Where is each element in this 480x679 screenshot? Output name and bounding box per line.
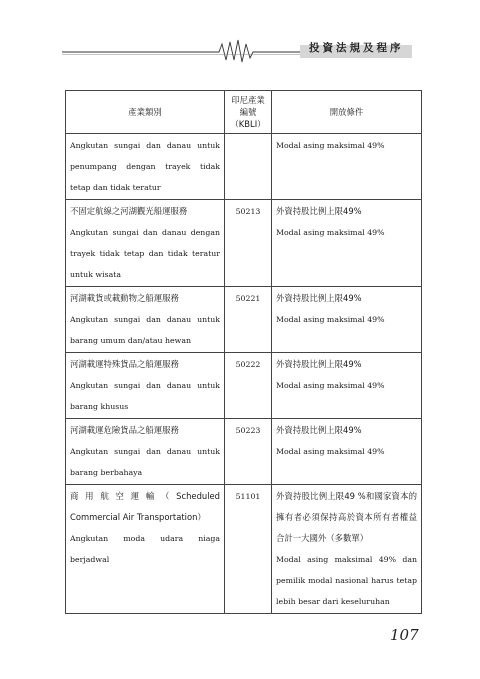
cell-category: 商用航空運輸（Scheduled Commercial Air Transportation） Angkutan moda udara niaga berjadwal (66, 485, 225, 614)
cell-conditions: 外資持股比例上限49 %和國家資本的擁有者必須保持高於資本所有者權益合計一大國外（多數單） Modal asing maksimal 49% dan pemilik modal nasional harus tetap lebih besar dari keseluruhan (272, 485, 422, 614)
table-row (66, 134, 422, 200)
cell-category: 河湖載運特殊貨品之船運服務 Angkutan sungai dan danau untuk barang khusus (66, 353, 225, 419)
cell-kbli: 50222 (225, 353, 272, 419)
table-row (66, 419, 422, 485)
col-header-conditions: 開放條件 (272, 91, 422, 134)
cell-conditions: Modal asing maksimal 49% (272, 134, 422, 200)
table-row (66, 485, 422, 614)
page-number: 107 (390, 626, 419, 644)
col-header-category: 產業類別 (66, 91, 225, 134)
table-header-row (66, 91, 422, 134)
table-row (66, 353, 422, 419)
cell-category: 不固定航線之河湖觀光船運服務 Angkutan sungai dan danau dengan trayek tidak tetap dan tidak teratur untuk wisata (66, 200, 225, 287)
cell-conditions: 外資持股比例上限49% Modal asing maksimal 49% (272, 353, 422, 419)
header-title: 投資法規及程序 (309, 42, 404, 54)
cell-kbli (225, 134, 272, 200)
col-header-kbli: 印尼產業 編號 （KBLI） (225, 91, 272, 134)
table-row (66, 200, 422, 287)
cell-conditions: 外資持股比例上限49% Modal asing maksimal 49% (272, 200, 422, 287)
cell-kbli: 50213 (225, 200, 272, 287)
cell-conditions: 外資持股比例上限49% Modal asing maksimal 49% (272, 287, 422, 353)
cell-kbli: 50221 (225, 287, 272, 353)
cell-kbli: 50223 (225, 419, 272, 485)
cell-kbli: 51101 (225, 485, 272, 614)
page-header (0, 0, 480, 70)
header-ecg-line (0, 0, 480, 70)
cell-category: Angkutan sungai dan danau untuk penumpang dengan trayek tidak tetap dan tidak teratur (66, 134, 225, 200)
cell-category: 河湖載運危險貨品之船運服務 Angkutan sungai dan danau untuk barang berbahaya (66, 419, 225, 485)
cell-conditions: 外資持股比例上限49% Modal asing maksimal 49% (272, 419, 422, 485)
table-row (66, 287, 422, 353)
cell-category: 河湖載貨或載動物之船運服務 Angkutan sungai dan danau untuk barang umum dan/atau hewan (66, 287, 225, 353)
industry-table (65, 90, 422, 614)
